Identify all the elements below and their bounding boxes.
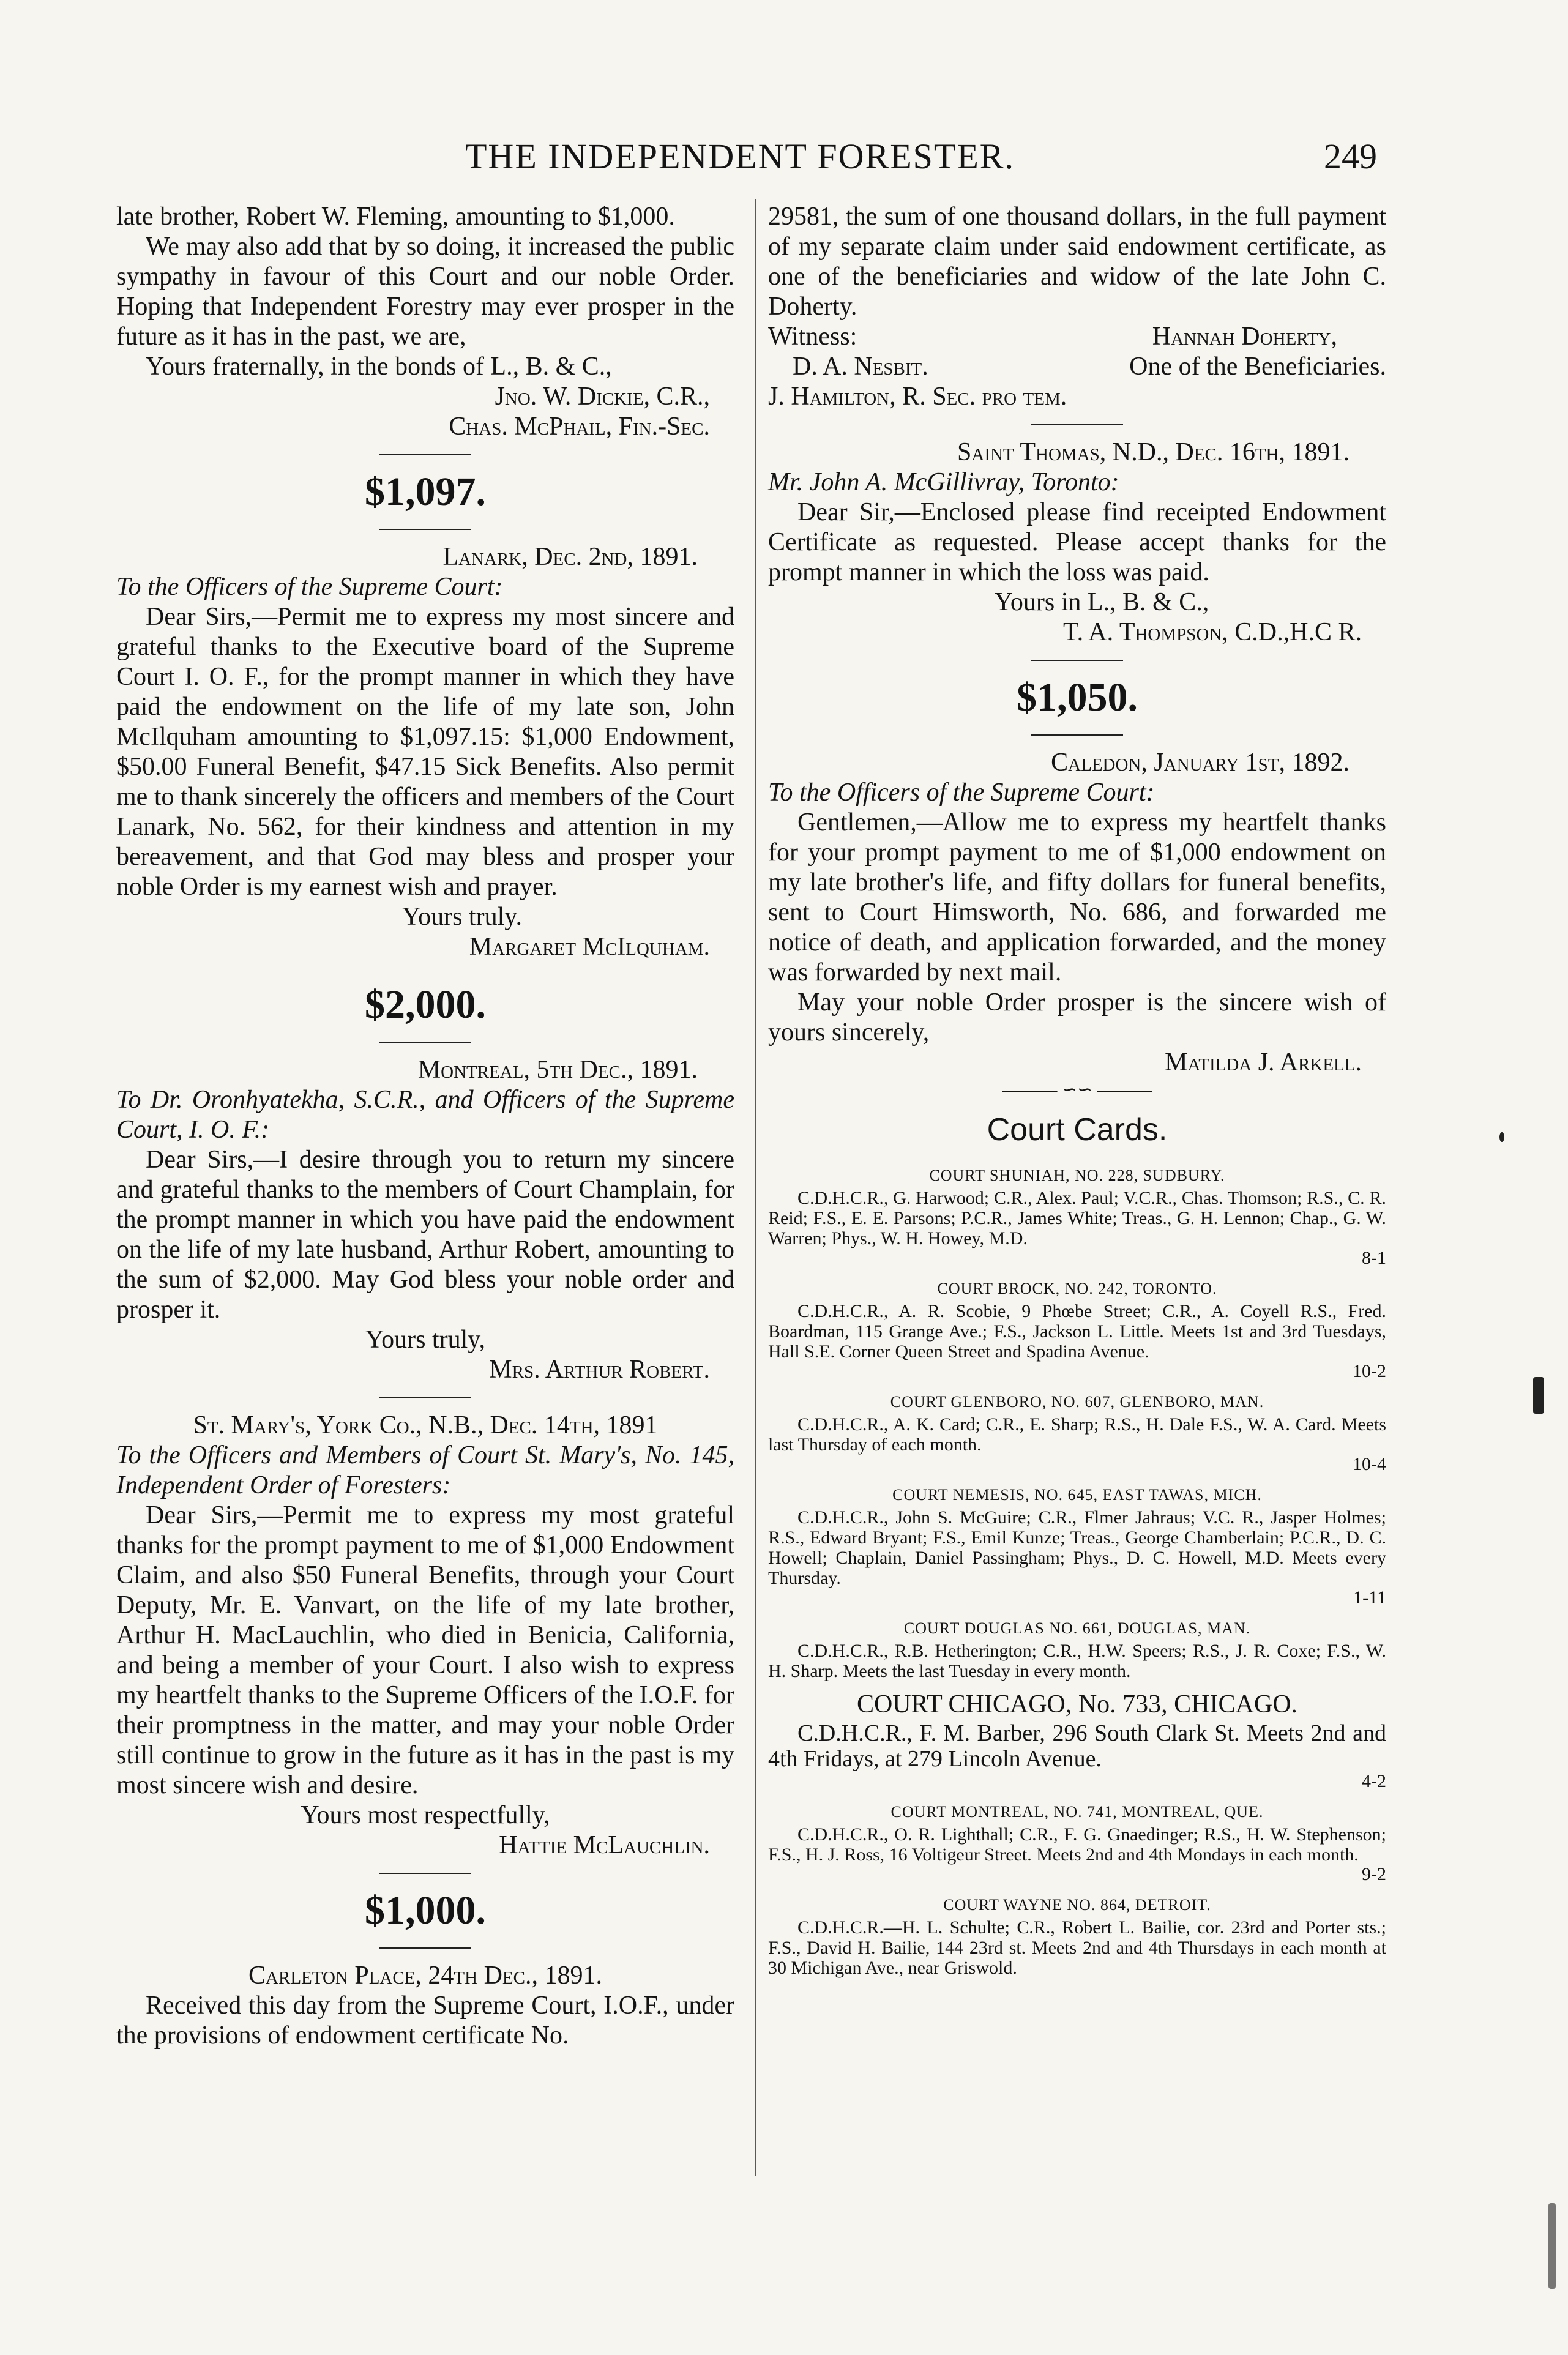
signature: Chas. McPhail, Fin.-Sec. xyxy=(449,412,710,441)
witness-name: D. A. Nesbit. xyxy=(793,353,928,381)
signature: T. A. Thompson, C.D.,H.C R. xyxy=(1063,618,1362,646)
signature: Hattie McLauchlin. xyxy=(499,1831,710,1859)
separator-rule xyxy=(379,454,471,455)
running-title: THE INDEPENDENT FORESTER. xyxy=(465,136,1015,176)
court-card-body: C.D.H.C.R., R.B. Hetherington; C.R., H.W. Speers; R.S., J. R. Coxe; F.S., W. H. Sharp. Meets the last Tuesday in every month. xyxy=(768,1641,1386,1681)
letter-body: Dear Sir,—Enclosed please find receipted Endowment Certificate as requested. Please accept thanks for the prompt manner in which the loss was paid. xyxy=(768,498,1386,586)
page-number: 249 xyxy=(1324,136,1377,176)
letter-place-date: Saint Thomas, N.D., Dec. 16th, 1891. xyxy=(957,438,1350,466)
court-card-body: C.D.H.C.R., O. R. Lighthall; C.R., F. G. Gnaedinger; R.S., H. W. Stephenson; F.S., H. J. Ross, 16 Voltigeur Street. Meets 2nd and 4th Mondays in each month. xyxy=(768,1824,1386,1865)
witness-label: Witness: xyxy=(768,323,857,351)
letter-place-date: Caledon, January 1st, 1892. xyxy=(1051,748,1350,777)
letter-body: May your noble Order prosper is the sincere wish of yours sincerely, xyxy=(768,988,1386,1047)
letter-salutation: To Dr. Oronhyatekha, S.C.R., and Officers of the Supreme Court, I. O. F.: xyxy=(116,1086,734,1144)
signature: Mrs. Arthur Robert. xyxy=(489,1356,710,1384)
scan-artifact xyxy=(1533,1377,1544,1414)
court-card-body: C.D.H.C.R., A. R. Scobie, 9 Phœbe Street; C.R., A. Coyell R.S., Fred. Boardman, 115 Grange Ave.; F.S., Jackson L. Little. Meets 1st and 3rd Tuesdays, Hall S.E. Corner Queen Street and Spadina Avenue. xyxy=(768,1301,1386,1362)
separator-rule xyxy=(1031,424,1123,425)
letter-closing: Yours truly, xyxy=(365,1326,486,1354)
court-card-code: 9-2 xyxy=(1362,1864,1386,1884)
left-column xyxy=(116,202,734,2051)
signature: Margaret McIlquham. xyxy=(469,933,710,961)
letter-body: Dear Sirs,—Permit me to express my most sincere and grateful thanks to the Executive board of the Supreme Court I. O. F., for the prompt manner in which they have paid the endowment on the life of my late son, John McIlquham amounting to $1,097.15: $1,000 Endowment, $50.00 Funeral Benefit, $47.15 Sick Benefits. Also permit me to thank sincerely the officers and members of the Court Lanark, No. 562, for their kindness and attention in my bereavement, and that God may bless and prosper your noble Order is my earnest wish and prayer. xyxy=(116,603,734,901)
court-card-body: C.D.H.C.R., F. M. Barber, 296 South Clark St. Meets 2nd and 4th Fridays, at 279 Lincoln Avenue. xyxy=(768,1720,1386,1772)
paragraph: Yours fraternally, in the bonds of L., B. & C., xyxy=(146,353,612,381)
letter-body: Gentlemen,—Allow me to express my heartfelt thanks for your prompt payment to me of $1,000 endowment on my late brother's life, and fifty dollars for funeral benefits, sent to Court Himsworth, No. 686, and forwarded me notice of death, and application forwarded, and the money was forwarded by next mail. xyxy=(768,808,1386,987)
signature: Hannah Doherty, xyxy=(1152,323,1337,351)
letter-body: Dear Sirs,—Permit me to express my most grateful thanks for the prompt payment to me of $1,000 Endowment Claim, and also $50 Funeral Benefits, through your Court Deputy, Mr. E. Vanvart, on the life of my late brother, Arthur H. MacLauchlin, who died in Benicia, California, and being a member of your Court. I also wish to express my heartfelt thanks to the Supreme Officers of the I.O.F. for their promptness in the matter, and may your noble Order still continue to grow in the future as it has in the past is my most sincere wish and desire. xyxy=(116,1501,734,1799)
separator-rule xyxy=(379,1947,471,1949)
court-card-heading: COURT SHUNIAH, NO. 228, SUDBURY. xyxy=(929,1166,1225,1184)
letter-body: 29581, the sum of one thousand dollars, in the full payment of my separate claim under said endowment certificate, as one of the beneficiaries and widow of the late John C. Doherty. xyxy=(768,203,1386,321)
separator-rule xyxy=(379,1042,471,1043)
witness-line xyxy=(768,352,1386,382)
court-card-heading: COURT CHICAGO, No. 733, CHICAGO. xyxy=(856,1690,1298,1719)
letter-place-date: Lanark, Dec. 2nd, 1891. xyxy=(442,543,698,571)
letter-salutation: To the Officers of the Supreme Court: xyxy=(768,778,1155,807)
signature: J. Hamilton, R. Sec. pro tem. xyxy=(768,383,1067,411)
letter-closing: Yours most respectfully, xyxy=(301,1801,550,1829)
right-column xyxy=(768,202,1386,1978)
beneficiary-role: One of the Beneficiaries. xyxy=(1129,353,1386,381)
court-cards-list xyxy=(768,1163,1386,1681)
letter-salutation: Mr. John A. McGillivray, Toronto: xyxy=(768,468,1119,496)
witness-line xyxy=(768,322,1386,352)
court-card-body: C.D.H.C.R., A. K. Card; C.R., E. Sharp; R.S., H. Dale F.S., W. A. Card. Meets last Thursday of each month. xyxy=(768,1414,1386,1455)
letter-place-date: Carleton Place, 24th Dec., 1891. xyxy=(248,1961,602,1990)
paragraph: late brother, Robert W. Fleming, amounting to $1,000. xyxy=(116,203,675,231)
ornament-divider: ——— ∽∽ ——— xyxy=(1002,1080,1152,1100)
letter-body: Dear Sirs,—I desire through you to return my sincere and grateful thanks to the members of Court Champlain, for the prompt manner in which you have paid the endowment on the life of my late husband, Arthur Robert, amounting to the sum of $2,000. May God bless your noble order and prosper it. xyxy=(116,1146,734,1324)
court-card-code: 10-4 xyxy=(1353,1454,1386,1474)
court-card-heading: COURT NEMESIS, NO. 645, EAST TAWAS, MICH. xyxy=(892,1486,1262,1504)
letter-closing: Yours truly. xyxy=(401,903,523,931)
page-header xyxy=(116,136,1377,191)
separator-rule xyxy=(379,529,471,530)
separator-rule xyxy=(379,1873,471,1874)
court-card-heading: COURT BROCK, NO. 242, TORONTO. xyxy=(937,1280,1217,1297)
court-cards-list xyxy=(768,1800,1386,1978)
amount-heading: $1,000. xyxy=(365,1888,486,1933)
court-card-code: 4-2 xyxy=(1362,1771,1386,1791)
scan-artifact xyxy=(1499,1132,1504,1142)
letter-closing: Yours in L., B. & C., xyxy=(994,588,1209,616)
court-card-body: C.D.H.C.R.—H. L. Schulte; C.R., Robert L. Bailie, cor. 23rd and Porter sts.; F.S., David H. Bailie, 144 23rd st. Meets 2nd and 4th Thursdays in each month at 30 Michigan Ave., near Griswold. xyxy=(768,1917,1386,1978)
separator-rule xyxy=(1031,734,1123,736)
letter-salutation: To the Officers and Members of Court St. Mary's, No. 145, Independent Order of Foresters: xyxy=(116,1441,734,1499)
letter-salutation: To the Officers of the Supreme Court: xyxy=(116,573,503,601)
letter-place-date: Montreal, 5th Dec., 1891. xyxy=(417,1056,698,1084)
signature: Matilda J. Arkell. xyxy=(1165,1048,1362,1077)
signature: Jno. W. Dickie, C.R., xyxy=(495,383,710,411)
amount-heading: $2,000. xyxy=(365,982,486,1027)
court-card-heading: COURT GLENBORO, NO. 607, GLENBORO, MAN. xyxy=(890,1393,1264,1411)
court-card-code: 10-2 xyxy=(1353,1361,1386,1381)
separator-rule xyxy=(379,1397,471,1398)
column-divider xyxy=(755,199,756,2176)
amount-heading: $1,050. xyxy=(1017,675,1138,720)
amount-heading: $1,097. xyxy=(365,469,486,514)
court-card-heading: COURT WAYNE NO. 864, DETROIT. xyxy=(943,1896,1211,1914)
separator-rule xyxy=(1031,660,1123,661)
court-card-body: C.D.H.C.R., John S. McGuire; C.R., Flmer Jahraus; V.C. R., Jasper Holmes; R.S., Edward Bryant; F.S., Emil Kunze; Treas., George Chamberlain; P.C.R., D. C. Howell; Chaplain, Daniel Passingham; Phys., D. C. Howell, M.D. Meets every Thursday. xyxy=(768,1507,1386,1588)
paragraph: We may also add that by so doing, it increased the public sympathy in favour of this Court and our noble Order. Hoping that Independent Forestry may ever prosper in the future as it has in the past, we are, xyxy=(116,233,734,351)
court-card-code: 1-11 xyxy=(1353,1588,1386,1608)
court-card-body: C.D.H.C.R., G. Harwood; C.R., Alex. Paul; V.C.R., Chas. Thomson; R.S., C. R. Reid; F.S., E. E. Parsons; P.C.R., James White; Treas., G. H. Lennon; Chap., G. W. Warren; Phys., W. H. Howey, M.D. xyxy=(768,1188,1386,1248)
letter-body: Received this day from the Supreme Court, I.O.F., under the provisions of endowment certificate No. xyxy=(116,1991,734,2050)
court-cards-title: Court Cards. xyxy=(987,1112,1168,1148)
court-card-code: 8-1 xyxy=(1362,1248,1386,1268)
scan-artifact xyxy=(1548,2203,1556,2289)
court-card-heading: COURT DOUGLAS NO. 661, DOUGLAS, MAN. xyxy=(903,1619,1251,1637)
court-card-heading: COURT MONTREAL, NO. 741, MONTREAL, QUE. xyxy=(890,1803,1264,1821)
letter-place-date: St. Mary's, York Co., N.B., Dec. 14th, 1891 xyxy=(193,1411,658,1439)
